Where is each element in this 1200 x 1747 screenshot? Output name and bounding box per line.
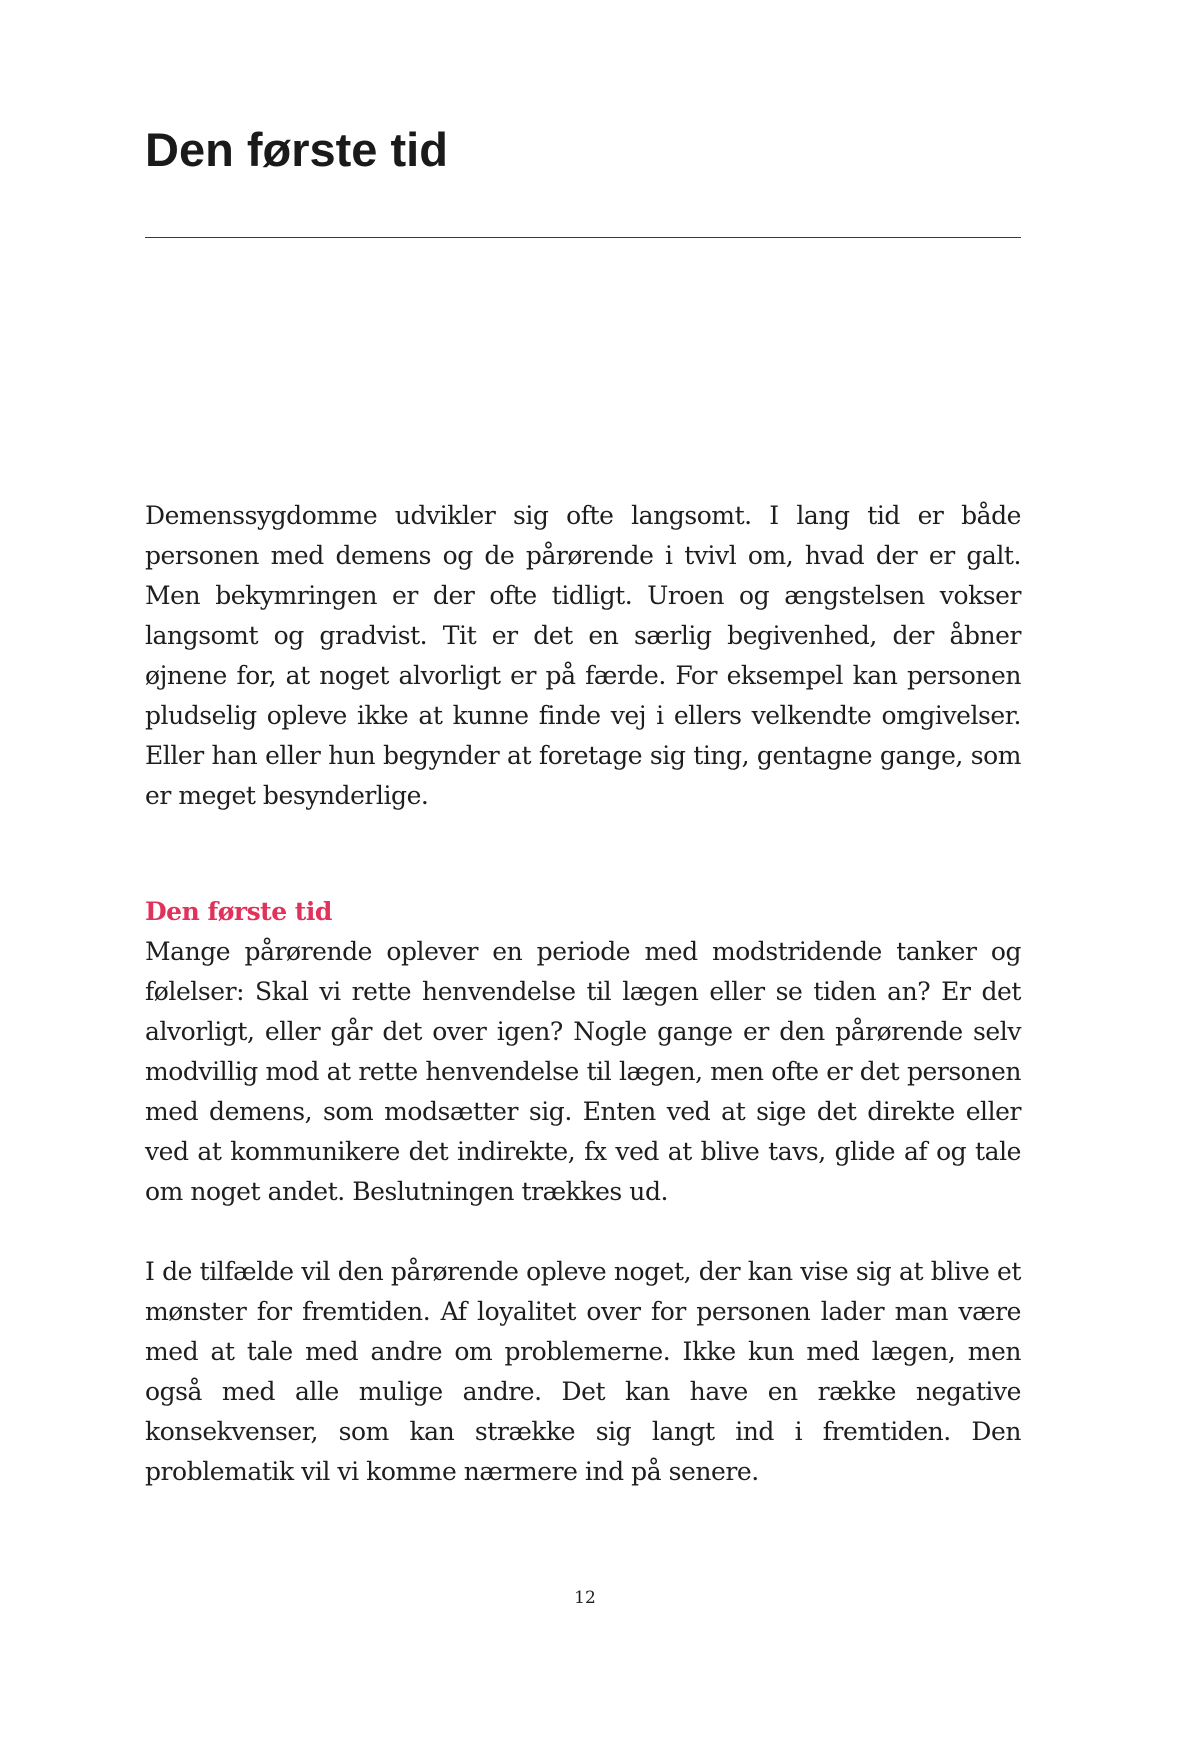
page-number: 12 bbox=[574, 1588, 596, 1608]
section-paragraph-1: Mange pårørende oplever en periode med modstridende tanker og følelser: Skal vi rette henvendelse til lægen eller se tiden an? Er det alvorligt, eller går det over igen? Nogle gange er den pårørende selv modvillig mod at rette henvendelse til lægen, men ofte er det personen med demens, som modsætter sig. Enten ved at sige det direkte eller ved at kommunikere det indirekte, fx ved at blive tavs, glide af og tale om noget andet. Beslutningen trækkes ud. bbox=[145, 937, 1021, 1206]
section-paragraph-2: I de tilfælde vil den pårørende opleve noget, der kan vise sig at blive et mønster for fremtiden. Af loyalitet over for personen lader man være med at tale med andre om problemerne. Ikke kun med lægen, men også med alle mulige andre. Det kan have en række negative konsekvenser, som kan strække sig langt ind i fremtiden. Den problematik vil vi komme nærmere ind på senere. bbox=[145, 1257, 1021, 1486]
page-title: Den første tid bbox=[145, 123, 448, 176]
intro-paragraph: Demenssygdomme udvikler sig ofte langsomt. I lang tid er både personen med demens og de pårørende i tvivl om, hvad der er galt. Men bekymringen er der ofte tidligt. Uroen og ængstelsen vokser langsomt og gradvist. Tit er det en særlig begivenhed, der åbner øjnene for, at noget alvorligt er på færde. For eksempel kan personen pludselig opleve ikke at kunne finde vej i ellers velkendte omgivelser. Eller han eller hun begynder at foretage sig ting, gentagne gange, som er meget besynderlige. bbox=[145, 501, 1021, 810]
section-heading: Den første tid bbox=[145, 897, 332, 926]
title-divider bbox=[145, 237, 1021, 238]
